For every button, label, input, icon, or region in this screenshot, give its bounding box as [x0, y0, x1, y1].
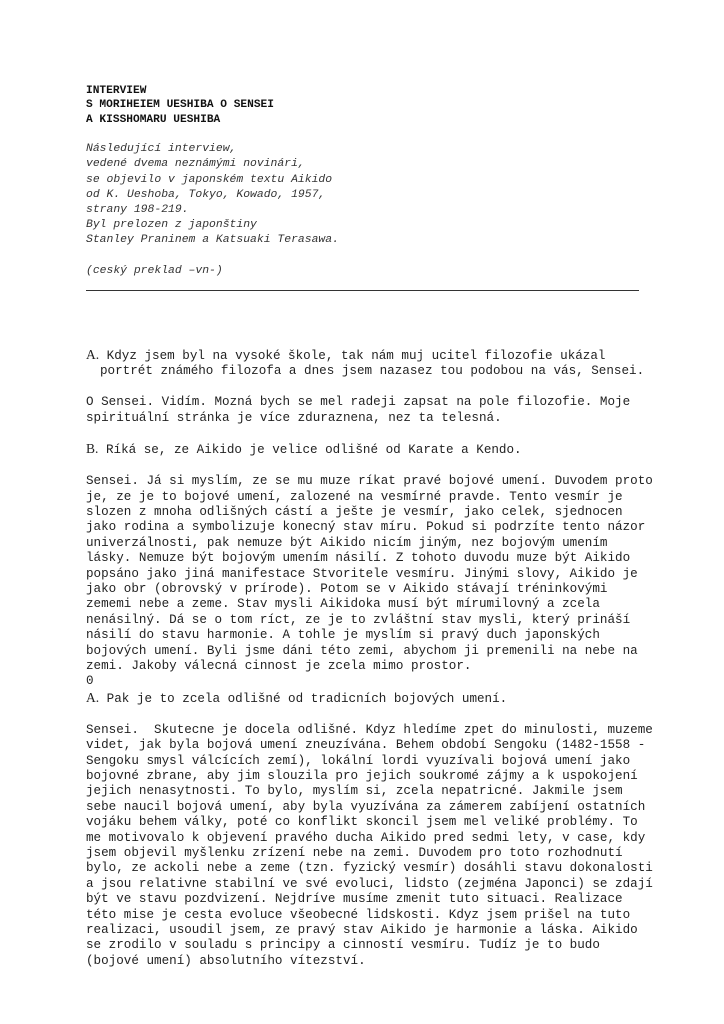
text-line: slozen z mnoha odlišných cástí a ješte je vesmír, jako celek, sjednocen [86, 505, 623, 520]
title-line-1: INTERVIEW [86, 85, 147, 97]
intro-line: strany 198-219. [86, 204, 189, 217]
text-line: se zrodilo v souladu s principy a cinností vesmíru. Tudíz je to budo [86, 938, 600, 953]
question-text: Pak je to zcela odlišné od tradicních bojových umení. [99, 691, 508, 706]
text-line: Sensei. Já si myslím, ze se mu muze ríkat pravé bojové umení. Duvodem proto [86, 474, 653, 489]
text-line: zememi nebe a zeme. Stav mysli Aikidoka musí být mírumilovný a zcela [86, 597, 600, 612]
text-line: jako rodina a symbolizuje konecný stav míru. Pokud si podrzíte tento názor [86, 520, 646, 535]
interview-body [86, 347, 653, 985]
text-line: je, ze je to bojové umení, zalozené na vesmírné pravde. Tento vesmír je [86, 489, 623, 504]
text-line: popsáno jako jiná manifestace Stvoritele vesmíru. Jinými slovy, Aikido je [86, 566, 638, 581]
answer-paragraph [86, 474, 653, 690]
question-marker: B. [86, 441, 99, 457]
text-line: Sensei. Skutecne je docela odlišné. Kdyz hledíme zpet do minulosti, muzeme [86, 722, 653, 737]
text-line [86, 347, 646, 364]
question-paragraph [86, 441, 646, 458]
text-line: (bojové umení) absolutního vítezství. [86, 953, 366, 968]
question-text: Ríká se, ze Aikido je velice odlišné od Karate a Kendo. [98, 443, 522, 458]
text-line: být ve stavu pozdvizení. Nejdríve musíme zmenit tuto situaci. Realizace [86, 892, 623, 907]
question-text: Kdyz jsem byl na vysoké škole, tak nám muj ucitel filozofie ukázal [99, 349, 606, 363]
text-line: a jsou relativne stabilní ve své evoluci, lidsto (zejména Japonci) se zdají [86, 876, 653, 891]
intro-line: se objevilo v japonském textu Aikido [86, 173, 333, 186]
intro-line: Stanley Praninem a Katsuaki Terasawa. [86, 234, 339, 247]
translator-note: (ceský preklad –vn-) [86, 264, 223, 277]
text-line [86, 441, 646, 458]
text-line [86, 690, 646, 707]
text-line: portrét známého filozofa a dnes jsem nazasez tou podobou na vás, Sensei. [100, 364, 645, 379]
text-line: zemi. Jakoby válecná cinnost je zcela mimo prostor. [86, 659, 472, 674]
intro-line: od K. Ueshoba, Tokyo, Kowado, 1957, [86, 188, 326, 201]
horizontal-divider [86, 290, 639, 291]
text-line: bojovné zbrane, aby jim slouzila pro jejich soukromé zájmy a k uspokojení [86, 768, 638, 783]
text-line: jejich nenasytnosti. To bylo, myslím si, zcela nepatricné. Jakmile jsem [86, 784, 623, 799]
text-line: vojáku behem války, poté co konflikt skoncil jsem mel veliké problémy. To [86, 815, 638, 830]
intro-line: Byl prelozen z japonštiny [86, 219, 257, 232]
intro-note [86, 142, 646, 248]
text-line: bylo, ze ackoli nebe a zeme (tzn. fyzický vesmír) dosáhli stavu dokonalosti [86, 861, 653, 876]
text-line: jako obr (obrovský v prírode). Potom se v Aikido stávají tréninkovými [86, 582, 608, 597]
title-line-3: A KISSHOMARU UESHIBA [86, 113, 221, 126]
question-marker: A. [86, 347, 100, 362]
intro-line: Následující interview, [86, 143, 237, 156]
text-line: me motivovalo k objevení pravého ducha Aikido pred sedmi lety, v case, kdy [86, 830, 646, 845]
text-line: sebe naucil bojová umení, aby byla vyuzívána za zámerem zabíjení ostatních [86, 799, 646, 814]
text-line: násilí do stavu harmonie. A tohle je myslím si pravý duch japonských [86, 628, 600, 643]
question-marker: A. [86, 689, 100, 705]
question-paragraph [86, 347, 646, 380]
answer-paragraph [86, 395, 646, 426]
document-header [86, 84, 646, 279]
text-line: lásky. Nemuze být bojovým umením násilí. Z tohoto duvodu muze být Aikido [86, 551, 631, 566]
text-line: videt, jak byla bojová umení zneuzívána. Behem období Sengoku (1482-1558 - [86, 738, 646, 753]
text-line: univerzálnosti, pak nemuze být Aikido nicím jiným, nez bojovým umením [86, 535, 608, 550]
text-line: realizaci, usoudil jsem, ze pravý stav Aikido je harmonie a láska. Aikido [86, 922, 638, 937]
text-line: bojových umení. Byli jsme dáni této zemi, abychom ji premenili na nebe na [86, 643, 638, 658]
answer-paragraph [86, 722, 653, 970]
text-line: spirituální stránka je více zduraznena, nez ta telesná. [86, 410, 502, 425]
text-line: jsem objevil myšlenku zrízení nebe na zemi. Duvodem pro toto rozhodnutí [86, 845, 623, 860]
text-line: Sengoku smysl válcících zemí), lokální lordi vyuzívali bojová umení jako [86, 753, 631, 768]
text-line: této mise je cesta evoluce všeobecné lidskosti. Kdyz jsem prišel na tuto [86, 907, 631, 922]
interview-title [86, 84, 646, 127]
question-paragraph [86, 690, 646, 707]
title-line-2: S MORIHEIEM UESHIBA O SENSEI [86, 99, 274, 112]
stray-character: 0 [86, 674, 94, 689]
text-line: O Sensei. Vidím. Mozná bych se mel radeji zapsat na pole filozofie. Moje [86, 395, 631, 410]
text-line: nenásilný. Dá se o tom ríct, ze je to zvláštní stav mysli, který prináší [86, 612, 631, 627]
intro-line: vedené dvema neznámými novinári, [86, 158, 305, 171]
